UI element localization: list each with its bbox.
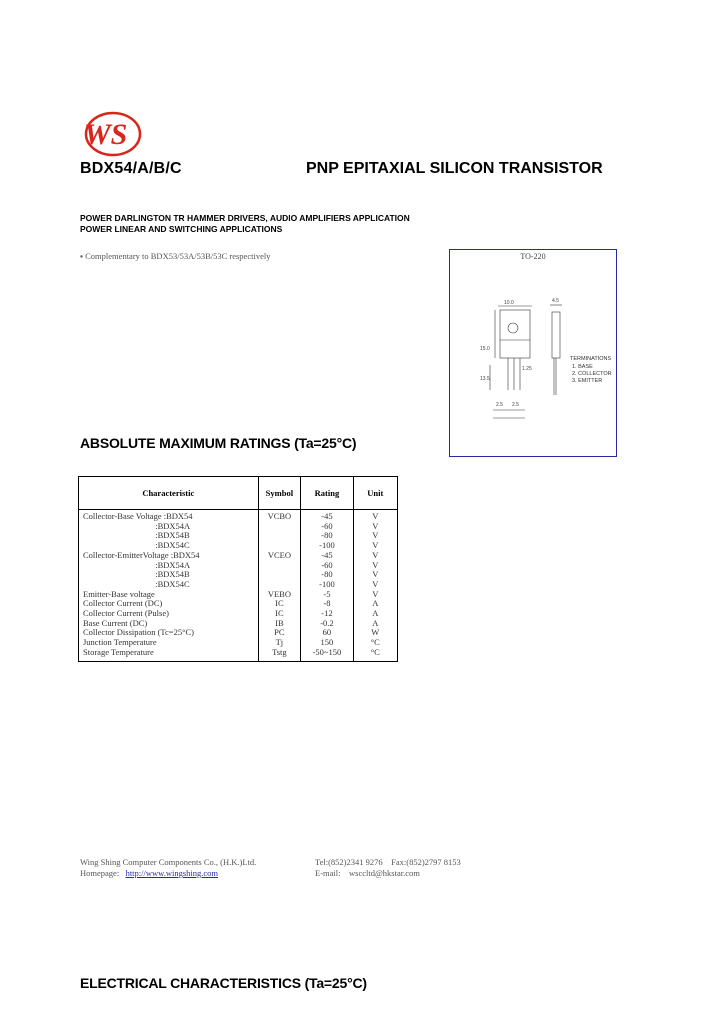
cell-rating: -100 <box>301 580 353 590</box>
termination-item: 1. BASE <box>572 364 593 370</box>
package-outline <box>449 249 617 457</box>
column-header: Unit <box>353 477 397 510</box>
feature-item <box>80 251 270 261</box>
package-name: TO-220 <box>520 252 546 261</box>
application-line: POWER DARLINGTON TR HAMMER DRIVERS, AUDIO AMPLIFIERS APPLICATION <box>80 213 410 223</box>
applications <box>80 213 410 235</box>
part-number: BDX54/A/B/C <box>80 160 182 177</box>
cell-unit: V <box>353 531 397 541</box>
company-name: Wing Shing Computer Components Co., (H.K.)Ltd. <box>80 857 257 867</box>
cell-symbol <box>258 531 301 541</box>
homepage-label: Homepage: <box>80 868 120 878</box>
cell-rating: -45 <box>301 551 353 561</box>
svg-text:15.0: 15.0 <box>480 346 490 352</box>
homepage-link[interactable]: http://www.wingshing.com <box>125 868 219 878</box>
cell-characteristic: Junction Temperature <box>79 638 259 648</box>
device-type: PNP EPITAXIAL SILICON TRANSISTOR <box>306 160 603 177</box>
cell-rating: -50~150 <box>301 648 353 661</box>
bullet-icon: ▪ <box>80 251 86 261</box>
table-body <box>79 510 398 662</box>
cell-characteristic: :BDX54C <box>79 580 259 590</box>
cell-symbol: IB <box>258 619 301 629</box>
cell-symbol: VCEO <box>258 551 301 561</box>
ratings-table <box>78 476 398 662</box>
table-row <box>79 510 398 522</box>
cell-rating: -45 <box>301 510 353 522</box>
cell-rating: -12 <box>301 609 353 619</box>
footer-contact <box>315 857 461 879</box>
cell-characteristic: Collector Current (DC) <box>79 599 259 609</box>
table-row <box>79 648 398 661</box>
feature-text: Complementary to BDX53/53A/53B/53C respectively <box>85 251 271 261</box>
application-line: POWER LINEAR AND SWITCHING APPLICATIONS <box>80 224 283 234</box>
cell-characteristic: :BDX54A <box>79 522 259 532</box>
package-drawing <box>450 250 616 456</box>
cell-rating: -100 <box>301 541 353 551</box>
cell-characteristic: :BDX54C <box>79 541 259 551</box>
cell-characteristic: Collector-Base Voltage :BDX54 <box>79 510 259 522</box>
cell-characteristic: Collector-EmitterVoltage :BDX54 <box>79 551 259 561</box>
section-title-absolute-max: ABSOLUTE MAXIMUM RATINGS (Ta=25°C) <box>80 435 357 451</box>
cell-symbol <box>258 522 301 532</box>
cell-symbol <box>258 570 301 580</box>
cell-characteristic: :BDX54A <box>79 561 259 571</box>
cell-unit: V <box>353 561 397 571</box>
cell-characteristic: Collector Current (Pulse) <box>79 609 259 619</box>
terminations-title: TERMINATIONS <box>570 356 612 362</box>
cell-symbol: Tj <box>258 638 301 648</box>
cell-characteristic: Base Current (DC) <box>79 619 259 629</box>
cell-unit: °C <box>353 638 397 648</box>
termination-item: 2. COLLECTOR <box>572 371 612 377</box>
cell-unit: A <box>353 599 397 609</box>
cell-unit: W <box>353 628 397 638</box>
cell-unit: V <box>353 551 397 561</box>
cell-unit: °C <box>353 648 397 661</box>
cell-rating: -80 <box>301 531 353 541</box>
cell-characteristic: :BDX54B <box>79 531 259 541</box>
footer-company <box>80 857 256 879</box>
cell-symbol: IC <box>258 599 301 609</box>
table-header-row <box>79 477 398 510</box>
cell-rating: -60 <box>301 561 353 571</box>
ws-logo <box>80 111 142 157</box>
svg-text:2.5: 2.5 <box>496 402 503 408</box>
fax: Fax:(852)2797 8153 <box>391 857 461 867</box>
cell-unit: V <box>353 590 397 600</box>
cell-symbol: IC <box>258 609 301 619</box>
cell-characteristic: :BDX54B <box>79 570 259 580</box>
phone: Tel:(852)2341 9276 <box>315 857 383 867</box>
section-title-electrical: ELECTRICAL CHARACTERISTICS (Ta=25°C) <box>80 975 367 991</box>
cell-symbol <box>258 561 301 571</box>
column-header: Symbol <box>258 477 301 510</box>
cell-unit: A <box>353 619 397 629</box>
cell-rating: -80 <box>301 570 353 580</box>
cell-characteristic: Storage Temperature <box>79 648 259 661</box>
cell-rating: -5 <box>301 590 353 600</box>
cell-symbol: VEBO <box>258 590 301 600</box>
email-label: E-mail: <box>315 868 341 878</box>
cell-characteristic: Collector Dissipation (Tc=25°C) <box>79 628 259 638</box>
cell-unit: V <box>353 510 397 522</box>
cell-rating: -0.2 <box>301 619 353 629</box>
cell-rating: 150 <box>301 638 353 648</box>
cell-rating: -8 <box>301 599 353 609</box>
cell-symbol: PC <box>258 628 301 638</box>
cell-unit: A <box>353 609 397 619</box>
column-header: Rating <box>301 477 353 510</box>
cell-symbol: Tstg <box>258 648 301 661</box>
cell-rating: 60 <box>301 628 353 638</box>
svg-text:10.0: 10.0 <box>504 300 514 306</box>
termination-item: 3. EMITTER <box>572 378 603 384</box>
cell-unit: V <box>353 580 397 590</box>
column-header: Characteristic <box>79 477 259 510</box>
svg-text:4.5: 4.5 <box>552 298 559 304</box>
logo-text: WS <box>84 118 128 151</box>
svg-text:13.5: 13.5 <box>480 376 490 382</box>
cell-unit: V <box>353 570 397 580</box>
svg-text:2.5: 2.5 <box>512 402 519 408</box>
email[interactable]: wsccltd@hkstar.com <box>349 868 420 878</box>
cell-rating: -60 <box>301 522 353 532</box>
cell-characteristic: Emitter-Base voltage <box>79 590 259 600</box>
cell-unit: V <box>353 541 397 551</box>
cell-symbol: VCBO <box>258 510 301 522</box>
cell-unit: V <box>353 522 397 532</box>
svg-text:1.25: 1.25 <box>522 366 532 372</box>
